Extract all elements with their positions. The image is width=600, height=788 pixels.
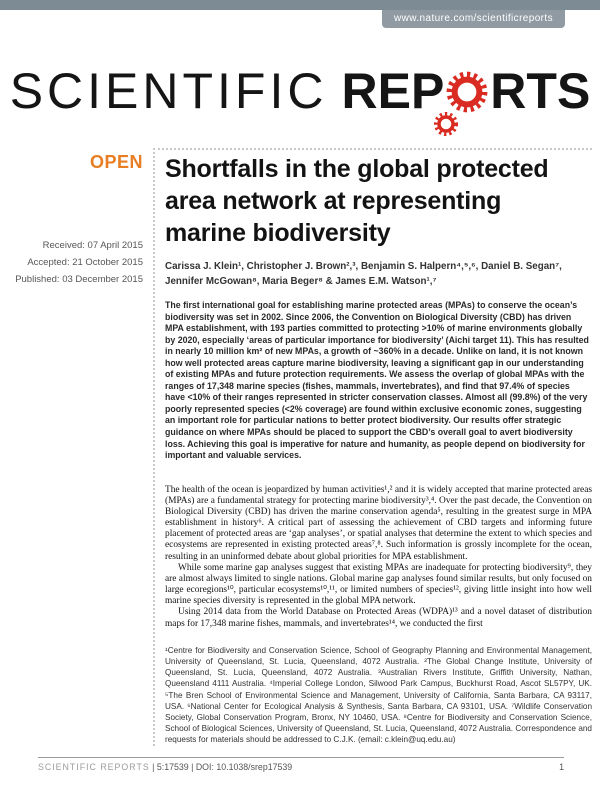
title-line: area network at representing — [165, 187, 502, 215]
margin-column — [0, 148, 153, 746]
body-paragraph: While some marine gap analyses suggest that existing MPAs are inadequate for protecting biodiversity⁹, they are almost always limited to single nations. Global marine gap analyses found similar results, but only focused on large ecoregions¹⁰, particular ecosystems¹⁰,¹¹, or limited numbers of species¹², giving little insight into how well marine species diversity is represented in the global MPA network. — [165, 562, 592, 607]
body-paragraph: Using 2014 data from the World Database on Protected Areas (WDPA)¹³ and a novel dataset of distribution maps for 17,348 marine fishes, mammals, and invertebrates¹⁴, we conducted the first — [165, 607, 592, 629]
footer-journal-name: SCIENTIFIC REPORTS — [38, 762, 150, 772]
logo-rep-letters: REP — [341, 63, 445, 119]
received-date: Received: 07 April 2015 — [42, 240, 143, 251]
affiliations-footnote: ¹Centre for Biodiversity and Conservation Science, School of Geography Planning and Environmental Management, University of Queensland, St. Lucia, Queensland, 4072 Australia. ²The Global Change Institute, University of Queensland, St. Lucia, Queensland, 4072 Australia. ³Australian Rivers Institute, Griffith University, Nathan, Queensland 4111 Australia. ⁴Imperial College London, Silwood Park Campus, Buckhurst Road, Ascot SL57PY, UK. ⁵The Bren School of Environmental Science and Management, University of California, Santa Barbara, CA 93117, USA. ⁶National Center for Ecological Analysis & Synthesis, Santa Barbara, CA 93101, USA. ⁷Wildlife Conservation Society, Global Conservation Program, Bronx, NY 10460, USA. ⁸Centre for Biodiversity and Conservation Science, School of Biological Sciences, University of Queensland, St. Lucia, Queensland, 4072 Australia. Correspondence and requests for materials should be addressed to C.J.K. (email: c.klein@uq.edu.au) — [165, 645, 592, 745]
page-footer — [38, 762, 564, 772]
footer-citation — [38, 762, 292, 772]
published-date: Published: 03 December 2015 — [15, 274, 143, 285]
abstract: The first international goal for establishing marine protected areas (MPAs) to conserve the ocean’s biodiversity was set in 2002. Since 2006, the Convention on Biological Diversity (CBD) has driven MPA establishment, with 193 parties committed to protecting >10% of marine environments globally by 2020, especially ‘areas of particular importance for biodiversity’ (Aichi target 11). This has resulted in nearly 10 million km² of new MPAs, a growth of ~360% in a decade. Unlike on land, it is not known how well protected areas capture marine biodiversity, leaving a significant gap in our understanding of existing MPAs and future protection requirements. We assess the overlap of global MPAs with the ranges of 17,348 marine species (fishes, mammals, invertebrates), and find that 97.4% of species have <10% of their ranges represented in stricter conservation classes. Almost all (99.8%) of the very poorly represented species (<2% coverage) are found within exclusive economic zones, suggesting an important role for particular nations to better protect biodiversity. Our results offer strategic guidance on where MPAs should be placed to support the CBD’s overall goal to avert biodiversity loss. Achieving this goal is imperative for nature and humanity, as people depend on biodiversity for important and valuable services. — [165, 300, 589, 461]
open-access-label: OPEN — [89, 152, 143, 172]
journal-url-badge[interactable]: www.nature.com/scientificreports — [382, 10, 565, 28]
article-content — [0, 148, 600, 746]
title-line: marine biodiversity — [165, 219, 391, 247]
author-list: Carissa J. Klein¹, Christopher J. Brown²,³, Benjamin S. Halpern⁴,⁵,⁶, Daniel B. Segan⁷, Jennifer McGowan⁸, Maria Beger⁸ & James E.M. Watson¹,⁷ — [165, 261, 562, 287]
article-title — [165, 153, 592, 249]
title-line: Shortfalls in the global protected — [165, 155, 549, 183]
article-history — [0, 237, 143, 288]
top-bar — [0, 0, 600, 10]
gear-icon — [445, 72, 489, 116]
footer-doi: | 5:17539 | DOI: 10.1038/srep17539 — [149, 762, 293, 772]
page-number: 1 — [559, 762, 564, 772]
logo-scientific-text: SCIENTIFIC — [9, 63, 328, 119]
main-column — [153, 148, 592, 746]
footer-divider — [38, 757, 564, 758]
accepted-date: Accepted: 21 October 2015 — [27, 257, 143, 268]
logo-rts-letters: RTS — [490, 63, 591, 119]
small-gear-icon — [433, 111, 459, 137]
large-gear-icon — [445, 70, 489, 114]
article-body — [165, 485, 592, 630]
journal-logo — [0, 62, 600, 120]
body-paragraph: The health of the ocean is jeopardized by human activities¹,² and it is widely accepted that marine protected areas (MPAs) are a fundamental strategy for protecting marine biodiversity³,⁴. Over the past decade, the Convention on Biological Diversity (CBD) has driven the marine conservation agenda⁵, resulting in the greatest surge in MPA establishment in history⁶. A critical part of assessing the achievement of CBD targets and informing future placement of protected areas are ‘gap analyses’, or spatial analyses that determine the extent to which species and ecosystems are represented in existing protected areas⁷,⁸. Such information is grossly incomplete for the ocean, resulting in an uninformed debate about global priorities for MPA establishment. — [165, 484, 592, 562]
logo-reports-text — [341, 62, 590, 120]
